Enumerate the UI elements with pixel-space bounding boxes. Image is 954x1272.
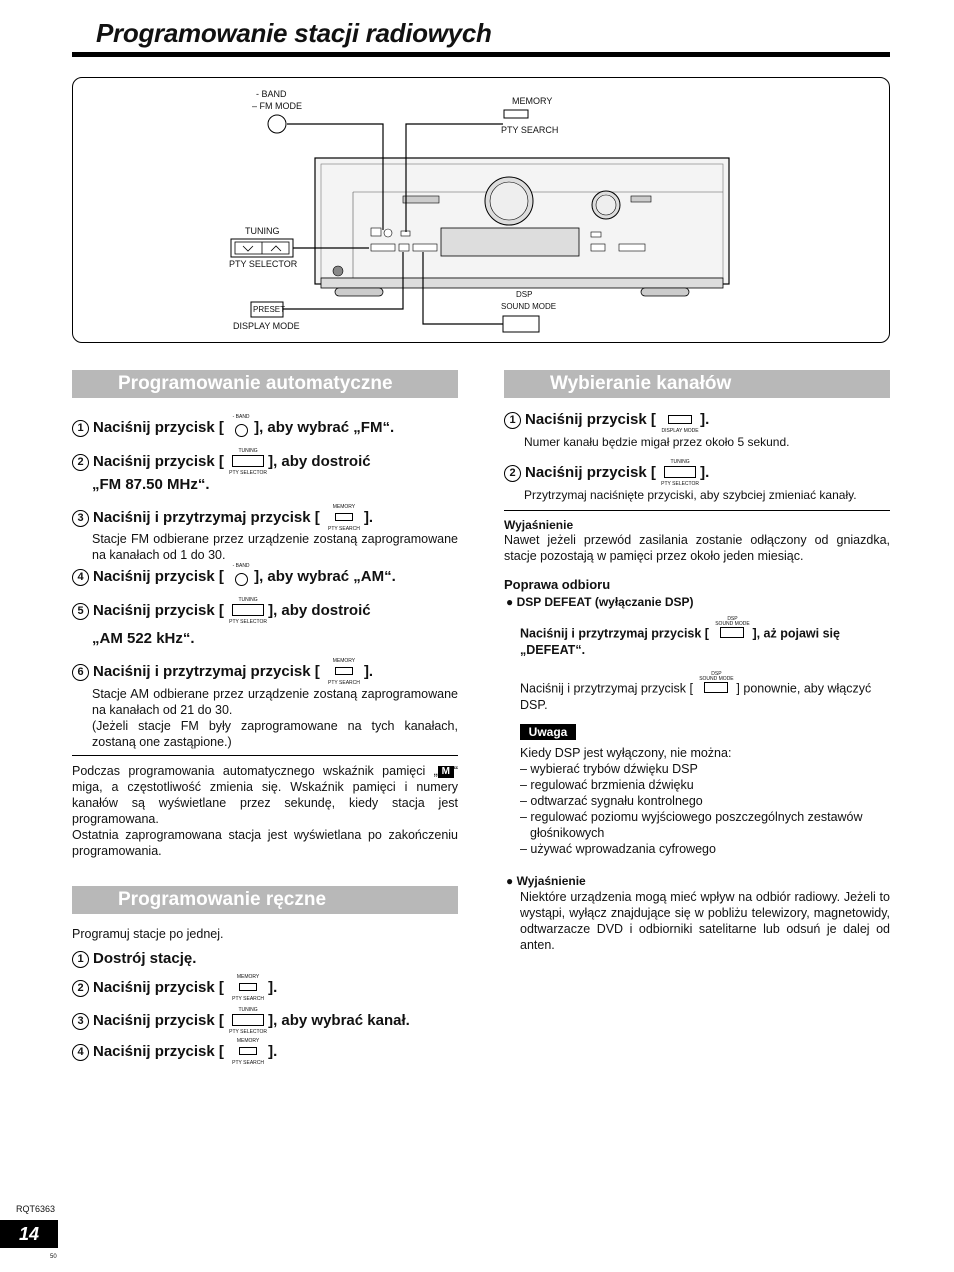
- auto-note-2: Ostatnia zaprogramowana stacja jest wyświetlana po zakończeniu programowania.: [72, 828, 458, 858]
- auto-step-2-line2: „FM 87.50 MHz“.: [92, 476, 210, 493]
- page-title: Programowanie stacji radiowych: [96, 18, 492, 48]
- pty-search-label: PTY SEARCH: [501, 125, 559, 135]
- step-number-1: 1: [504, 412, 521, 429]
- memory-indicator-badge: M: [438, 766, 454, 778]
- band-button-icon: - BAND: [228, 568, 254, 586]
- note-item-2: – regulować brzmienia dźwięku: [520, 778, 694, 792]
- auto-step-4: 4 Naciśnij przycisk [ - BAND ], aby wybrać „AM“.: [72, 568, 396, 586]
- preset-button-icon: DISPLAY MODE: [660, 411, 700, 429]
- manual-step-3: 3 Naciśnij przycisk [ TUNING PTY SELECTOR ], aby wybrać kanał.: [72, 1012, 410, 1030]
- step-number-3: 3: [72, 1013, 89, 1030]
- document-code: RQT6363: [16, 1204, 56, 1214]
- auto-step-5-line2: „AM 522 kHz“.: [92, 630, 195, 647]
- note-badge: Uwaga: [520, 724, 576, 740]
- explanation-heading: Wyjaśnienie: [504, 518, 574, 532]
- dsp-defeat-heading: ● DSP DEFEAT (wyłączanie DSP): [506, 595, 694, 609]
- manual-intro: Programuj stacje po jednej.: [72, 927, 224, 941]
- step-number-4: 4: [72, 569, 89, 586]
- step-number-3: 3: [72, 510, 89, 527]
- step-number-2: 2: [72, 980, 89, 997]
- note-item-4-cont: głośnikowych: [530, 826, 605, 840]
- dsp-step-1: Naciśnij i przytrzymaj przycisk [ DSP SOUND MODE ], aż pojawi się: [520, 625, 890, 643]
- select-step-2: 2 Naciśnij przycisk [ TUNING PTY SELECTOR ].: [504, 464, 709, 482]
- dsp-label: DSP: [516, 290, 533, 299]
- auto-step-6: 6 Naciśnij i przytrzymaj przycisk [ MEMORY PTY SEARCH ].: [72, 663, 373, 681]
- page-number: 14: [0, 1220, 58, 1248]
- sound-mode-button-icon: DSP SOUND MODE: [696, 680, 736, 698]
- step-number-1: 1: [72, 951, 89, 968]
- auto-divider: [72, 755, 458, 756]
- note-intro: Kiedy DSP jest wyłączony, nie można:: [520, 746, 732, 760]
- reception-heading: Poprawa odbioru: [504, 577, 611, 592]
- auto-heading: Programowanie automatyczne: [72, 370, 458, 398]
- memory-button-icon: MEMORY PTY SEARCH: [328, 504, 360, 533]
- pty-selector-label: PTY SELECTOR: [229, 259, 298, 269]
- dsp-step-1-line2: „DEFEAT“.: [520, 643, 586, 657]
- dsp-step-2-line2: DSP.: [520, 698, 548, 712]
- step-number-2: 2: [72, 454, 89, 471]
- note-item-1: – wybierać trybów dźwięku DSP: [520, 762, 698, 776]
- note-item-3: – odtwarzać sygnału kontrolnego: [520, 794, 703, 808]
- dsp-step-2: Naciśnij i przytrzymaj przycisk [ DSP SOUND MODE ] ponownie, aby włączyć: [520, 680, 890, 698]
- step-number-1: 1: [72, 420, 89, 437]
- receiver-illustration: [73, 78, 889, 342]
- band-label: - BAND: [256, 89, 287, 99]
- step-number-5: 5: [72, 603, 89, 620]
- memory-button-icon: MEMORY PTY SEARCH: [232, 974, 265, 1003]
- page-sub-number: 50: [50, 1254, 57, 1260]
- auto-step-6-desc: Stacje AM odbierane przez urządzenie zostaną zaprogramowane na kanałach od 21 do 30.: [92, 687, 458, 717]
- auto-step-6-note: (Jeżeli stacje FM były zaprogramowane na tych kanałach, zostaną one zastąpione.): [92, 719, 458, 749]
- fm-mode-label: – FM MODE: [252, 101, 303, 111]
- tuning-button-icon: TUNING PTY SELECTOR: [229, 597, 268, 626]
- tuning-label: TUNING: [245, 226, 280, 236]
- tuning-button-icon: TUNING PTY SELECTOR: [229, 448, 268, 477]
- note-item-5: – używać wprowadzania cyfrowego: [520, 842, 716, 856]
- auto-step-3: 3 Naciśnij i przytrzymaj przycisk [ MEMORY PTY SEARCH ].: [72, 509, 373, 527]
- select-divider: [504, 510, 890, 511]
- manual-step-2: 2 Naciśnij przycisk [ MEMORY PTY SEARCH ].: [72, 979, 277, 997]
- select-step-2-desc: Przytrzymaj naciśnięte przyciski, aby szybciej zmieniać kanały.: [524, 488, 857, 502]
- note-item-4: – regulować poziomu wyjściowego poszczególnych zestawów: [520, 810, 863, 824]
- step-number-6: 6: [72, 664, 89, 681]
- manual-step-1: 1 Dostrój stację.: [72, 950, 196, 968]
- preset-label: PRESET: [253, 305, 286, 314]
- memory-button-icon: MEMORY PTY SEARCH: [328, 658, 360, 687]
- sound-mode-label: SOUND MODE: [501, 302, 557, 311]
- auto-step-3-desc: Stacje FM odbierane przez urządzenie zostaną zaprogramowane na kanałach od 1 do 30.: [92, 532, 458, 562]
- select-step-1: 1 Naciśnij przycisk [ DISPLAY MODE ].: [504, 411, 709, 429]
- step-number-2: 2: [504, 465, 521, 482]
- explanation-2-heading: ● Wyjaśnienie: [506, 874, 586, 888]
- memory-label: MEMORY: [512, 96, 553, 106]
- title-rule: [72, 52, 890, 57]
- memory-button-icon: MEMORY PTY SEARCH: [232, 1038, 265, 1067]
- display-mode-label: DISPLAY MODE: [233, 321, 300, 331]
- auto-step-1: 1 Naciśnij przycisk [ - BAND ], aby wybrać „FM“.: [72, 419, 394, 437]
- auto-note: Podczas programowania automatycznego wskaźnik pamięci „ M “ miga, a częstotliwość zmienia się. Wskaźnik pamięci i numery kanałów są wyświetlane przez sekundę, kiedy stacja jest programowana.: [72, 764, 458, 826]
- band-button-icon: - BAND: [228, 419, 254, 437]
- manual-step-4: 4 Naciśnij przycisk [ MEMORY PTY SEARCH ].: [72, 1043, 277, 1061]
- sound-mode-button-icon: DSP SOUND MODE: [712, 625, 752, 643]
- step-number-4: 4: [72, 1044, 89, 1061]
- tuning-button-icon: TUNING PTY SELECTOR: [229, 1007, 268, 1036]
- explanation-2-text: Niektóre urządzenia mogą mieć wpływ na odbiór radiowy. Jeżeli to wystąpi, wyłącz znajdujące się w pobliżu telewizory, magnetowidy, odtwarzacze DVD i odbiorniki satelitarne lub odsuń je dalej od anten.: [520, 890, 890, 952]
- tuning-button-icon: TUNING PTY SELECTOR: [661, 459, 700, 488]
- explanation-text: Nawet jeżeli przewód zasilania zostanie odłączony od gniazdka, stacje pozostają w pamięci przez około jeden miesiąc.: [504, 533, 890, 563]
- select-step-1-desc: Numer kanału będzie migał przez około 5 sekund.: [524, 435, 790, 449]
- auto-step-5: 5 Naciśnij przycisk [ TUNING PTY SELECTOR ], aby dostroić: [72, 602, 371, 620]
- auto-step-2: 2 Naciśnij przycisk [ TUNING PTY SELECTOR ], aby dostroić: [72, 453, 371, 471]
- select-heading: Wybieranie kanałów: [504, 370, 890, 398]
- receiver-diagram: [72, 77, 890, 343]
- manual-heading: Programowanie ręczne: [72, 886, 458, 914]
